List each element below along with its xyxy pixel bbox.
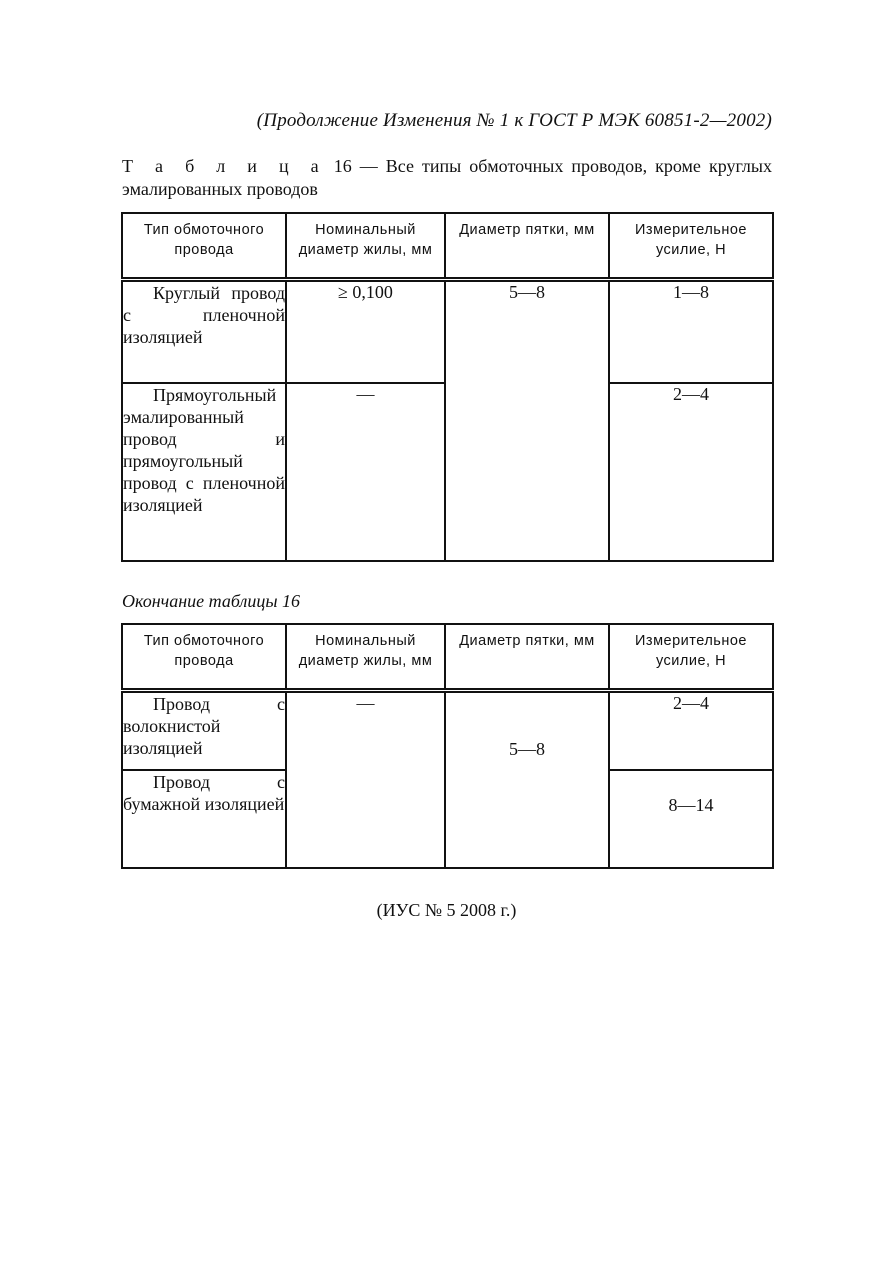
heel-diameter-cell: 5—8 — [445, 279, 609, 561]
wire-type-cell: Провод с бумажной изоляцией — [122, 770, 286, 868]
header-measuring-force: Измерительное усилие, Н — [609, 624, 773, 690]
table-16 — [121, 212, 774, 562]
measuring-force-cell: 2—4 — [609, 690, 773, 770]
wire-type-cell: Прямоугольный эмалированный провод и прямоугольный провод с пленочной изоляцией — [122, 383, 286, 561]
table-row — [122, 279, 773, 383]
caption-number: 16 — [333, 156, 352, 176]
header-wire-type: Тип обмоточного провода — [122, 624, 286, 690]
table-caption — [122, 155, 772, 201]
measuring-force-cell: 1—8 — [609, 279, 773, 383]
heel-diameter-cell: 5—8 — [445, 690, 609, 868]
table-row — [122, 690, 773, 770]
measuring-force-cell: 8—14 — [609, 770, 773, 868]
header-note: (Продолжение Изменения № 1 к ГОСТ Р МЭК 60851-2—2002) — [256, 110, 772, 131]
header-heel-diameter: Диаметр пятки, мм — [445, 624, 609, 690]
footer-note: (ИУС № 5 2008 г.) — [376, 900, 517, 920]
table-16-end — [121, 623, 774, 869]
caption-text: — Все типы обмоточных проводов, кроме круглых эмалированных проводов — [122, 156, 772, 199]
caption-prefix: Т а б л и ц а — [122, 156, 326, 176]
measuring-force-cell: 2—4 — [609, 383, 773, 561]
header-wire-type: Тип обмоточного провода — [122, 213, 286, 279]
nominal-diameter-cell: — — [286, 383, 445, 561]
end-caption: Окончание таблицы 16 — [122, 591, 301, 611]
header-nominal-diameter: Номинальный диаметр жилы, мм — [286, 213, 445, 279]
nominal-diameter-cell: — — [286, 690, 445, 868]
wire-type-cell: Круглый провод с пленочной изоляцией — [122, 279, 286, 383]
header-heel-diameter: Диаметр пятки, мм — [445, 213, 609, 279]
nominal-diameter-cell: ≥ 0,100 — [286, 279, 445, 383]
header-nominal-diameter: Номинальный диаметр жилы, мм — [286, 624, 445, 690]
header-measuring-force: Измерительное усилие, Н — [609, 213, 773, 279]
wire-type-cell: Провод с волокнистой изоляцией — [122, 690, 286, 770]
